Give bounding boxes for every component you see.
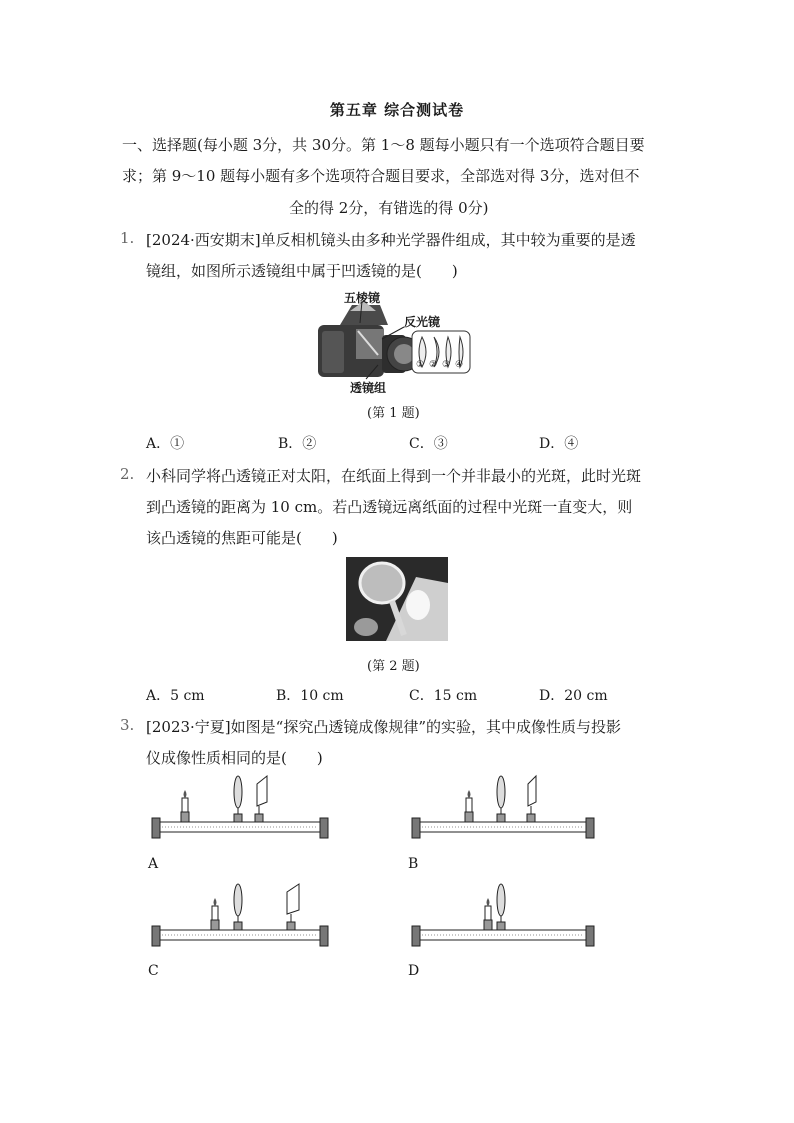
- camera-lens-illustration: [312, 289, 480, 393]
- q3-text-line-2: 仪成像性质相同的是( ): [146, 749, 323, 767]
- q1-text-line-2: 镜组，如图所示透镜组中属于凹透镜的是( ): [146, 262, 458, 280]
- q1-option-d[interactable]: D．④: [539, 436, 579, 452]
- mirror-label: 反光镜: [404, 315, 441, 329]
- q3-text-line-1: [2023·宁夏]如图是“探究凸透镜成像规律”的实验，其中成像性质与投影: [146, 718, 621, 736]
- q1-option-a[interactable]: A．①: [146, 436, 185, 452]
- bench-label-a[interactable]: A: [148, 856, 159, 872]
- optical-bench-a: [148, 772, 332, 844]
- bench-label-c[interactable]: C: [148, 963, 159, 979]
- bench-label-d[interactable]: D: [408, 963, 420, 979]
- lens-number-4: ④: [455, 360, 464, 370]
- q3-number: 3.: [120, 716, 135, 734]
- section-instructions-line-3: 全的得 2分，有错选的得 0分): [289, 199, 489, 217]
- q2-text-line-2: 到凸透镜的距离为 10 cm。若凸透镜远离纸面的过程中光斑一直变大，则: [146, 498, 633, 516]
- q1-option-b[interactable]: B．②: [278, 436, 317, 452]
- section-instructions-line-2: 求；第 9～10 题每小题有多个选项符合题目要求，全部选对得 3分，选对但不: [122, 167, 640, 185]
- q1-caption: (第 1 题): [367, 406, 420, 421]
- q2-text-line-3: 该凸透镜的焦距可能是( ): [146, 529, 338, 547]
- lens-group-label: 透镜组: [350, 381, 387, 395]
- q2-number: 2.: [120, 465, 135, 483]
- optical-bench-d: [408, 880, 598, 952]
- optical-bench-c: [148, 880, 332, 952]
- bench-label-b[interactable]: B: [408, 856, 419, 872]
- q2-option-d[interactable]: D．20 cm: [539, 688, 608, 704]
- q2-option-a[interactable]: A．5 cm: [146, 688, 205, 704]
- camera-lens-figure: [312, 289, 480, 393]
- page-title: 第五章 综合测试卷: [329, 101, 465, 119]
- magnifier-photo: [346, 557, 448, 641]
- lens-number-1: ①: [416, 360, 425, 370]
- lens-number-2: ②: [429, 360, 438, 370]
- q1-option-c[interactable]: C．③: [409, 436, 448, 452]
- section-instructions-line-1: 一、选择题(每小题 3分，共 30分。第 1～8 题每小题只有一个选项符合题目要: [122, 136, 645, 154]
- lens-number-3: ③: [442, 360, 451, 370]
- q2-caption: (第 2 题): [367, 659, 420, 674]
- q2-text-line-1: 小科同学将凸透镜正对太阳，在纸面上得到一个并非最小的光斑，此时光斑: [146, 467, 642, 485]
- magnifier-illustration: [346, 557, 448, 641]
- q1-text-line-1: [2024·西安期末]单反相机镜头由多种光学器件组成，其中较为重要的是透: [146, 231, 636, 249]
- q1-number: 1.: [120, 229, 135, 247]
- q2-option-c[interactable]: C．15 cm: [409, 688, 478, 704]
- prism-label: 五棱镜: [344, 291, 381, 305]
- optical-bench-b: [408, 772, 598, 844]
- q2-option-b[interactable]: B．10 cm: [276, 688, 344, 704]
